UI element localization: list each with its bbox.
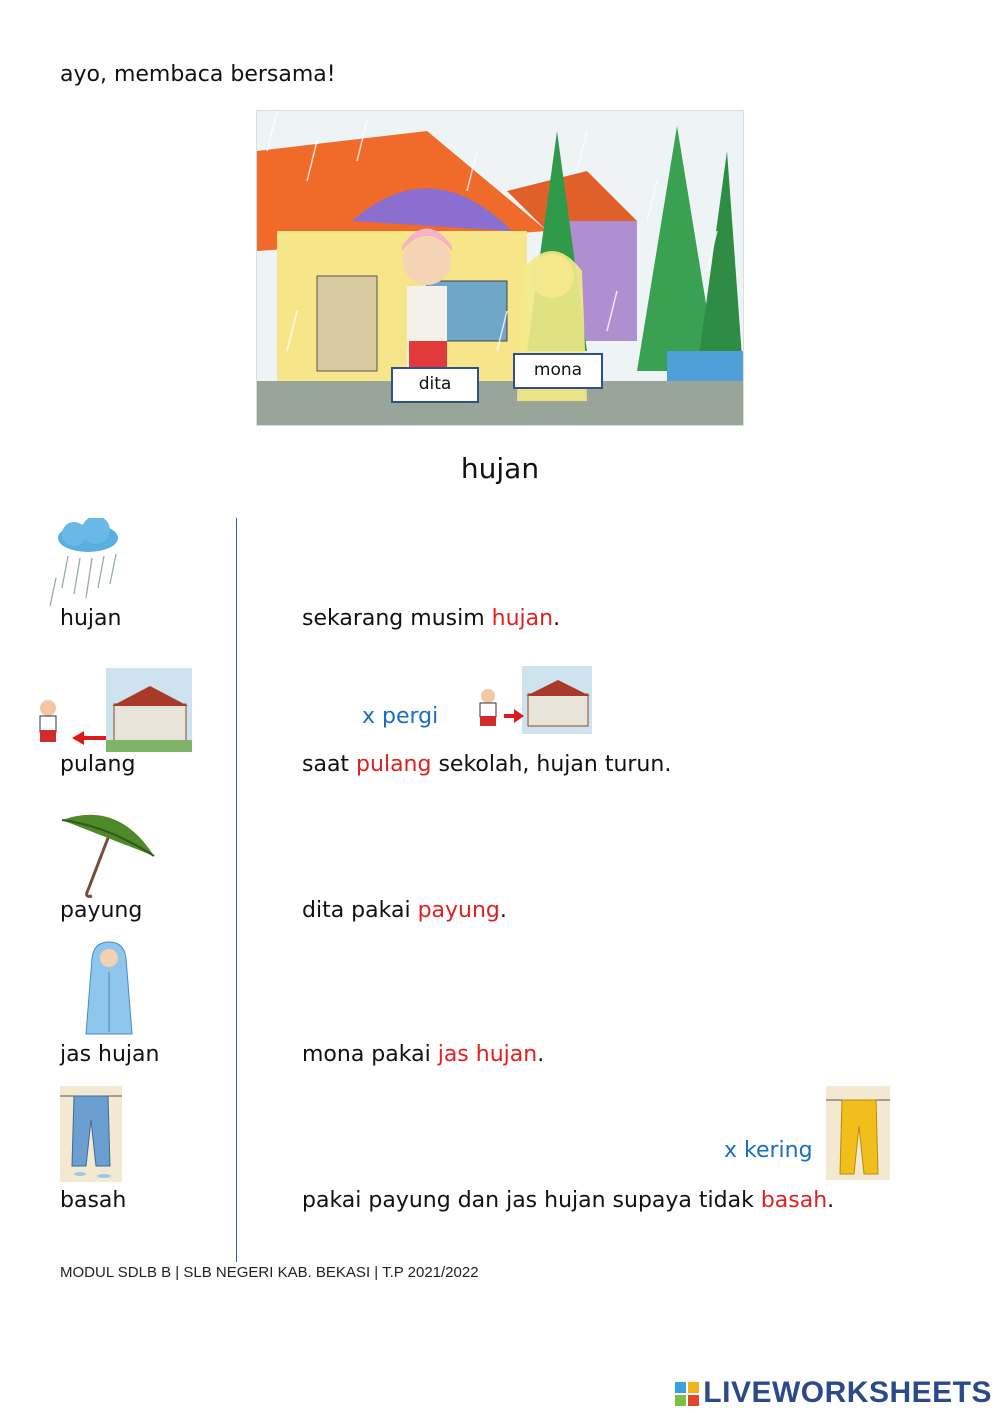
sentence-text: sekarang musim — [302, 606, 492, 631]
sentence-text: pakai payung dan jas hujan supaya tidak — [302, 1188, 761, 1213]
mona-label: mona — [513, 353, 603, 389]
wet-pants-icon — [60, 1086, 122, 1182]
footer-text: MODUL SDLB B | SLB NEGERI KAB. BEKASI | T.P 2021/2022 — [60, 1264, 479, 1281]
word-hujan: hujan — [60, 606, 122, 631]
sentence-text: mona pakai — [302, 1042, 438, 1067]
sentence-text: dita pakai — [302, 898, 418, 923]
rain-scene-image — [257, 111, 743, 425]
going-to-school-icon — [474, 666, 592, 734]
word-basah: basah — [60, 1188, 127, 1213]
liveworksheets-logo-icon — [675, 1382, 699, 1406]
sentence-basah — [302, 1188, 834, 1213]
liveworksheets-brand — [675, 1376, 992, 1410]
rain-cloud-icon — [46, 518, 130, 608]
highlight-word: basah — [760, 1188, 828, 1213]
sentence-text: . — [537, 1042, 545, 1067]
sentence-text: . — [553, 606, 561, 631]
brand-text: LIVEWORKSHEETS — [703, 1376, 992, 1409]
word-pulang: pulang — [60, 752, 136, 777]
sentence-text: saat — [302, 752, 357, 777]
sentence-hujan — [302, 606, 560, 631]
highlight-word: payung — [417, 898, 500, 923]
sentence-text: . — [499, 898, 507, 923]
sentence-jas-hujan — [302, 1042, 544, 1067]
sentence-text: . — [827, 1188, 835, 1213]
going-home-icon — [34, 668, 194, 752]
dita-label: dita — [391, 367, 479, 403]
column-divider — [236, 518, 237, 1262]
umbrella-icon — [58, 806, 158, 898]
page-title: hujan — [460, 452, 540, 485]
intro-text: ayo, membaca bersama! — [60, 62, 336, 87]
antonym-kering: x kering — [724, 1138, 813, 1163]
word-payung: payung — [60, 898, 143, 923]
highlight-word: hujan — [491, 606, 554, 631]
highlight-word: pulang — [356, 752, 432, 777]
highlight-word: jas hujan — [437, 1042, 538, 1067]
antonym-pergi: x pergi — [362, 704, 439, 729]
sentence-payung — [302, 898, 507, 923]
sentence-text: sekolah, hujan turun. — [431, 752, 672, 777]
sentence-pulang — [302, 752, 671, 777]
dry-pants-icon — [826, 1086, 890, 1180]
rain-scene-illustration — [256, 110, 744, 426]
raincoat-icon — [84, 938, 134, 1040]
word-jas-hujan: jas hujan — [60, 1042, 160, 1067]
